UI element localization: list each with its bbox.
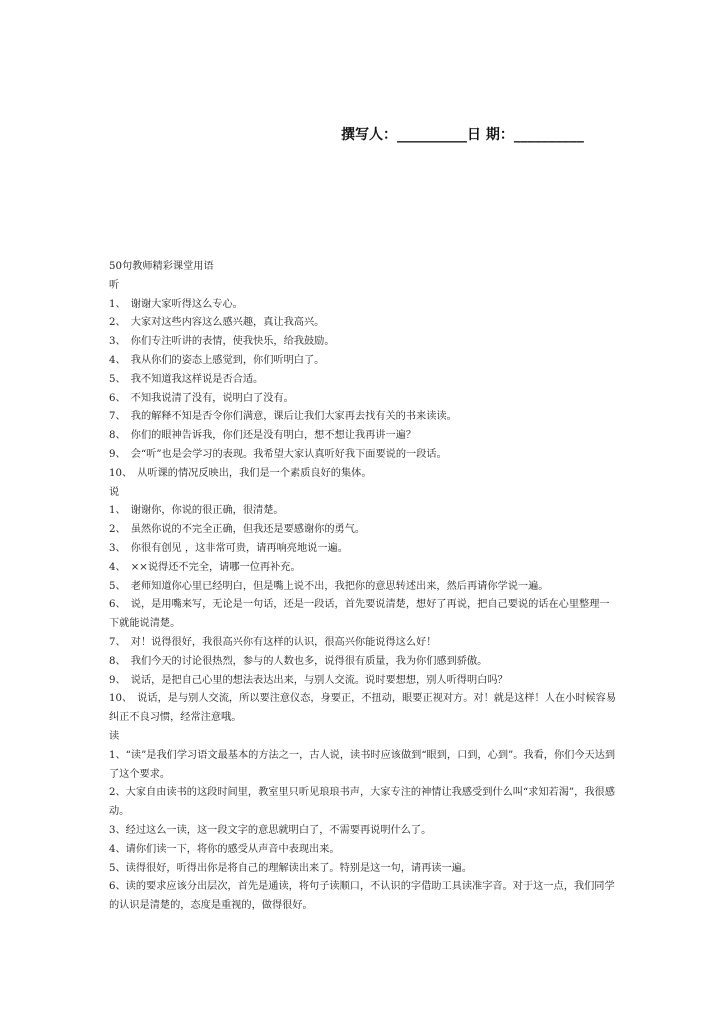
list-item: 1、 谢谢大家听得这么专心。 bbox=[109, 298, 243, 310]
section-heading-listen: 听 bbox=[109, 279, 120, 291]
list-item: 6、读的要求应该分出层次，首先是通读，将句子读顺口，不认识的字借助工具读准字音。对于这一点，我们同学的认识是清楚的，态度是重视的，做得很好。 bbox=[109, 881, 615, 912]
list-item: 2、 大家对这些内容这么感兴趣，真让我高兴。 bbox=[109, 317, 325, 329]
list-item: 1、“读”是我们学习语文最基本的方法之一，古人说，读书时应该做到“眼到，口到，心到”。我看，你们今天达到了这个要求。 bbox=[109, 749, 616, 780]
list-item: 2、 虽然你说的不完全正确，但我还是要感谢你的勇气。 bbox=[109, 524, 366, 536]
document-title: 50句教师精彩课堂用语 bbox=[109, 261, 214, 272]
list-item: 3、 你很有创见 ，这非常可贵，请再响亮地说一遍。 bbox=[109, 542, 348, 554]
list-item: 5、 老师知道你心里已经明白，但是嘴上说不出，我把你的意思转述出来，然后再请你学说一遍。 bbox=[109, 580, 549, 592]
section-heading-read: 读 bbox=[109, 730, 120, 742]
list-item: 3、经过这么一读，这一段文字的意思就明白了，不需要再说明什么了。 bbox=[109, 824, 432, 836]
list-item: 8、 你们的眼神告诉我，你们还是没有明白，想不想让我再讲一遍？ bbox=[109, 430, 417, 442]
list-item: 4、 我从你们的姿态上感觉到，你们听明白了。 bbox=[109, 354, 325, 366]
list-item: 7、 对！说得很好，我很高兴你有这样的认识，很高兴你能说得这么好！ bbox=[109, 636, 437, 648]
list-item: 6、 说，是用嘴来写，无论是一句话，还是一段话，首先要说清楚，想好了再说，把自己要说的话在心里整理一下就能说清楚。 bbox=[109, 599, 610, 630]
list-item: 5、读得很好，听得出你是将自己的理解读出来了。特别是这一句，请再读一遍。 bbox=[109, 862, 473, 874]
section-heading-speak: 说 bbox=[109, 486, 120, 498]
list-item: 3、 你们专注听讲的表情，使我快乐，给我鼓励。 bbox=[109, 336, 335, 348]
list-item: 8、 我们今天的讨论很热烈，参与的人数也多，说得很有质量，我为你们感到骄傲。 bbox=[109, 655, 488, 667]
list-item: 7、 我的解释不知是否令你们满意，课后让我们大家再去找有关的书来读读。 bbox=[109, 411, 457, 423]
list-item: 10、 从听课的情况反映出，我们是一个素质良好的集体。 bbox=[109, 467, 372, 479]
list-item: 4、请你们读一下，将你的感受从声音中表现出来。 bbox=[109, 843, 340, 855]
list-item: 1、 谢谢你，你说的很正确，很清楚。 bbox=[109, 505, 284, 517]
document-body bbox=[109, 258, 617, 916]
list-item: 9、 说话，是把自己心里的想法表达出来，与别人交流。说时要想想，别人听得明白吗？ bbox=[109, 674, 508, 686]
list-item: 6、 不知我说清了没有，说明白了没有。 bbox=[109, 392, 294, 404]
list-item: 9、 会“听”也是会学习的表现。我希望大家认真听好我下面要说的一段话。 bbox=[109, 448, 447, 460]
list-item: 4、 ××说得还不完全，请哪一位再补充。 bbox=[109, 561, 301, 573]
list-item: 10、 说话，是与别人交流，所以要注意仪态，身要正，不扭动，眼要正视对方。对！就是这样！人在小时候容易纠正不良习惯，经常注意哦。 bbox=[109, 693, 617, 724]
list-item: 5、 我不知道我这样说是否合适。 bbox=[109, 373, 264, 385]
author-date-header: 撰写人：__________日 期：__________ bbox=[341, 127, 584, 143]
list-item: 2、大家自由读书的这段时间里，教室里只听见琅琅书声，大家专注的神情让我感受到什么叫“求知若渴”，我很感动。 bbox=[109, 787, 615, 818]
